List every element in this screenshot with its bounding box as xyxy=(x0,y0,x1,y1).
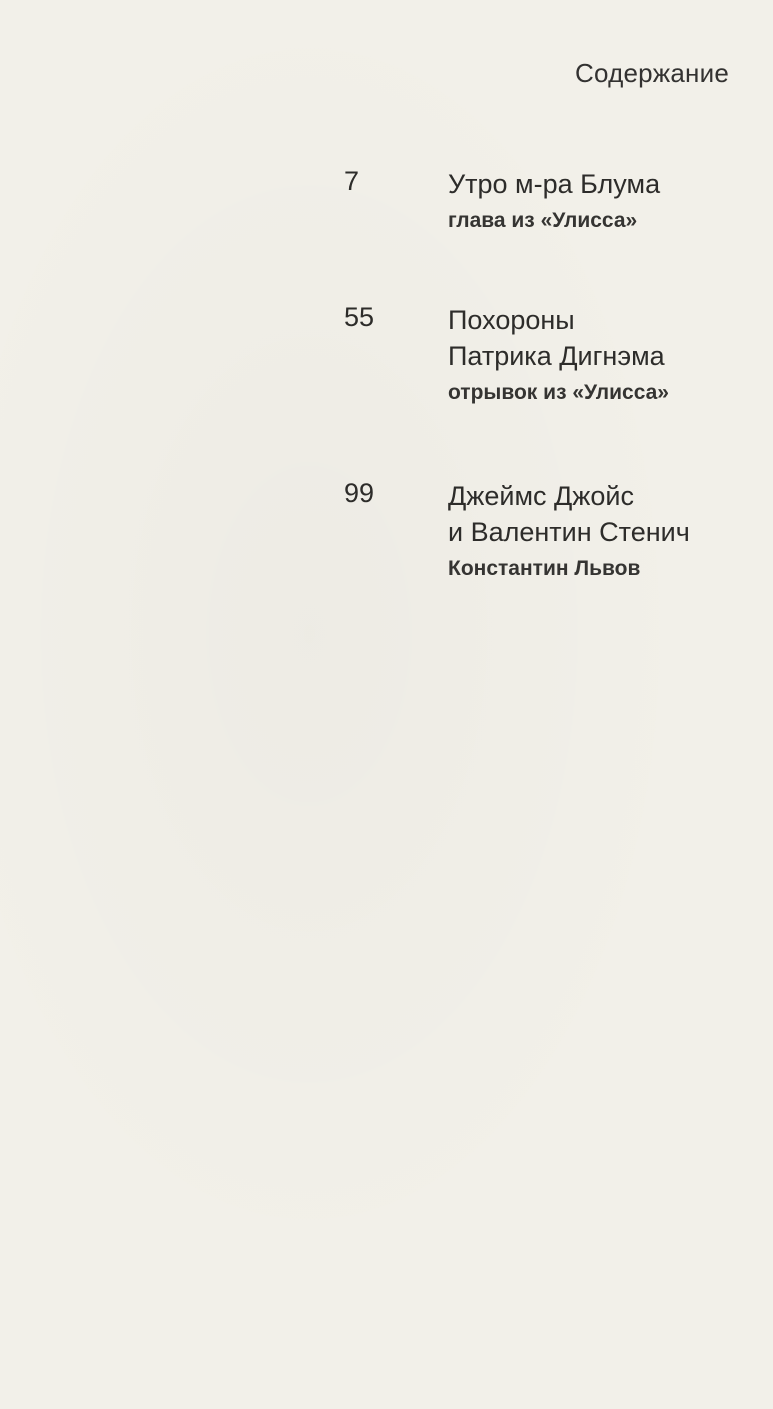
toc-entry-text xyxy=(448,302,748,408)
toc-entry-subtitle: глава из «Улисса» xyxy=(448,209,638,232)
page-title: Содержание xyxy=(575,58,729,88)
toc-page-number: 99 xyxy=(344,478,375,508)
toc-entry-title: и Валентин Стенич xyxy=(448,517,690,547)
toc-entry-text xyxy=(448,166,748,236)
toc-entry-subtitle: Константин Львов xyxy=(448,557,641,580)
toc-entry-title: Джеймс Джойс xyxy=(448,481,634,511)
toc-entry-title: Утро м-ра Блума xyxy=(448,169,661,199)
toc-entry-text xyxy=(448,478,748,584)
toc-entry-subtitle: отрывок из «Улисса» xyxy=(448,381,669,404)
toc-page-number: 55 xyxy=(344,302,375,332)
toc-page-number: 7 xyxy=(344,166,360,196)
toc-entry-title: Патрика Дигнэма xyxy=(448,341,665,371)
toc-entry-title: Похороны xyxy=(448,305,575,335)
